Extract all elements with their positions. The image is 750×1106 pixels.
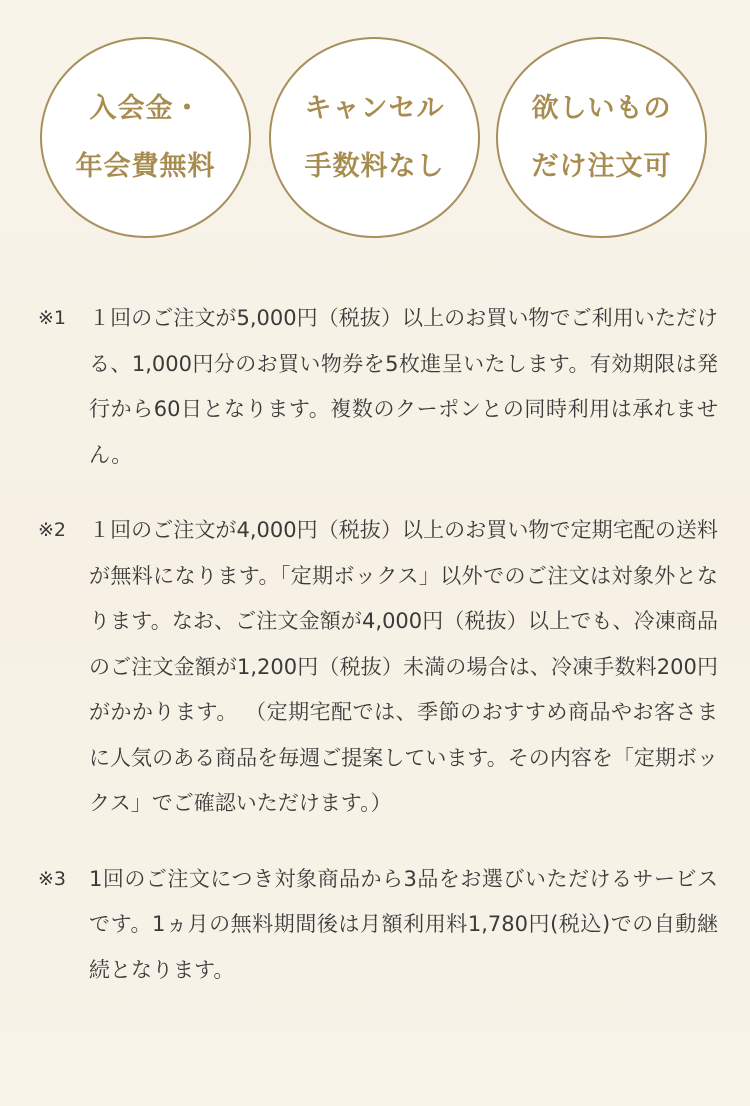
badge-line: だけ注文可 [531,150,672,182]
badge-no-cancel-fee [269,37,480,238]
badge-line: 入会金・ [89,92,202,124]
footnote-text: １回のご注文が5,000円（税抜）以上のお買い物でご利用いただける、1,000円分のお買い物券を5枚進呈いたします。有効期限は発行から60日となります。複数のクーポンとの同時利用は承れません。 [89,306,718,467]
badge-line: キャンセル [304,92,445,124]
badge-line: 年会費無料 [75,150,216,182]
footnote-1 [38,296,718,478]
footnote-text: １回のご注文が4,000円（税抜）以上のお買い物で定期宅配の送料が無料になります。「定期ボックス」以外でのご注文は対象外となります。なお、ご注文金額が4,000円（税抜）以上でも、冷凍商品のご注文金額が1,200円（税抜）未満の場合は、冷凍手数料200円がかかります。 （定期宅配では、季節のおすすめ商品やお客さまに人気のある商品を毎週ご提案しています。その内容を「定期ボックス」でご確認いただけます。） [89,518,718,815]
footnote-mark: ※3 [38,867,67,890]
feature-badges [40,37,710,241]
badge-no-membership-fee [40,37,251,238]
footnote-mark: ※1 [38,307,67,329]
footnote-2 [38,508,718,827]
badge-line: 欲しいもの [531,92,672,124]
footnotes [38,296,718,1023]
badge-order-what-you-want [496,37,707,238]
footnote-3 [38,857,718,994]
footnote-text: 1回のご注文につき対象商品から3品をお選びいただけるサービスです。1ヵ月の無料期間後は月額利用料1,780円(税込)での自動継続となります。 [89,866,718,982]
badge-line: 手数料なし [304,150,445,182]
footnote-mark: ※2 [38,519,67,541]
